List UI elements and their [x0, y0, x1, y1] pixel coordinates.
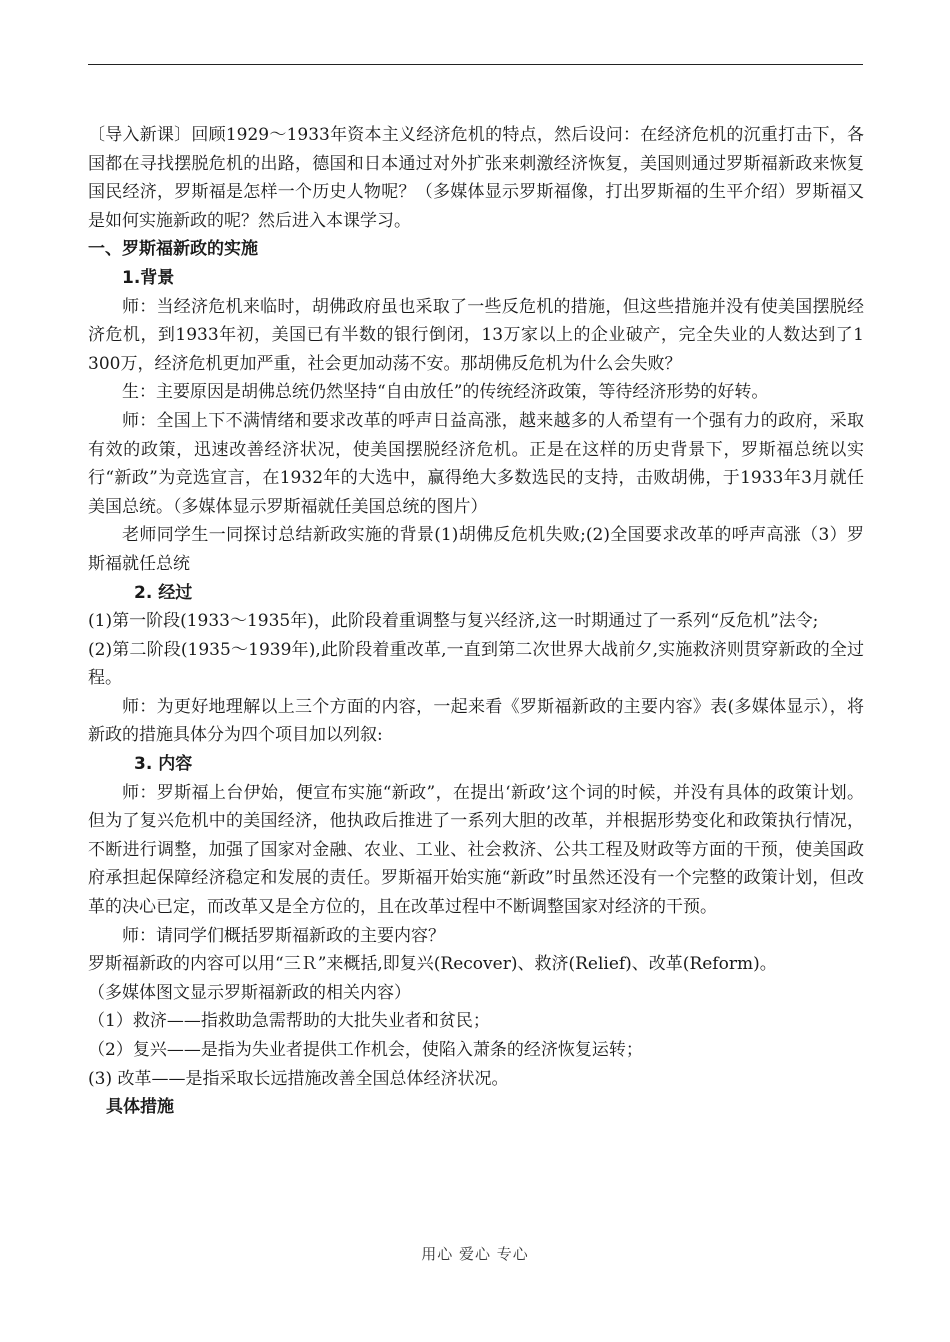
three-r-paragraph: 罗斯福新政的内容可以用“三Ｒ”来概括,即复兴(Recover)、救济(Relief)、改革(Reform)。 [88, 954, 777, 975]
header-rule [88, 64, 863, 65]
teacher-question: 师：请同学们概括罗斯福新政的主要内容？ [122, 925, 445, 946]
document-body [88, 121, 864, 1122]
page-footer: 用心 爱心 专心 [421, 1245, 529, 1263]
subheading-measures: 具体措施 [106, 1097, 174, 1118]
teacher-paragraph: 师：当经济危机来临时，胡佛政府虽也采取了一些反危机的措施，但这些措施并没有使美国摆脱经济危机，到1933年初，美国已有半数的银行倒闭，13万家以上的企业破产，完全失业的人数达到了1 300万，经济危机更加严重，社会更加动荡不安。那胡佛反危机为什么会失败？ [88, 296, 864, 374]
student-paragraph: 生：主要原因是胡佛总统仍然坚持“自由放任”的传统经济政策，等待经济形势的好转。 [122, 382, 769, 403]
list-item-relief: （1）救济——指救助急需帮助的大批失业者和贫民； [88, 1011, 490, 1032]
subheading-content: 3. 内容 [134, 754, 193, 775]
subheading-process: 2. 经过 [134, 582, 193, 603]
teacher-paragraph: 师：罗斯福上台伊始，便宣布实施“新政”，在提出‘新政’这个词的时候，并没有具体的政策计划。但为了复兴危机中的美国经济，他执政后推进了一系列大胆的改革，并根据形势变化和政策执行情况，不断进行调整，加强了国家对金融、农业、工业、社会救济、公共工程及财政等方面的干预，使美国政府承担起保障经济稳定和发展的责任。罗斯福开始实施“新政”时虽然还没有一个完整的政策计划，但改革的决心已定，而改革又是全方位的，且在改革过程中不断调整国家对经济的干预。 [88, 782, 864, 918]
list-item-recover: （2）复兴——是指为失业者提供工作机会，使陷入萧条的经济恢复运转； [88, 1040, 643, 1060]
summary-paragraph: 老师同学生一同探讨总结新政实施的背景(1)胡佛反危机失败;(2)全国要求改革的呼声高涨（3）罗斯福就任总统 [88, 525, 864, 574]
section-heading: 一、罗斯福新政的实施 [88, 239, 258, 260]
subheading-background: 1.背景 [122, 267, 175, 288]
list-item-reform: (3) 改革——是指采取长远措施改善全国总体经济状况。 [88, 1068, 509, 1089]
teacher-paragraph: 师：为更好地理解以上三个方面的内容，一起来看《罗斯福新政的主要内容》表(多媒体显示），将新政的措施具体分为四个项目加以列叙: [88, 696, 864, 746]
intro-paragraph: 〔导入新课〕回顾1929～1933年资本主义经济危机的特点，然后设问：在经济危机的沉重打击下，各国都在寻找摆脱危机的出路，德国和日本通过对外扩张来刺激经济恢复，美国则通过罗斯福新政来恢复国民经济，罗斯福是怎样一个历史人物呢？（多媒体显示罗斯福像，打出罗斯福的生平介绍）罗斯福又是如何实施新政的呢？然后进入本课学习。 [88, 125, 864, 231]
media-note: （多媒体图文显示罗斯福新政的相关内容） [88, 982, 411, 1003]
stage-two-paragraph: (2)第二阶段(1935～1939年),此阶段着重改革,一直到第二次世界大战前夕,实施救济则贯穿新政的全过程。 [88, 639, 864, 689]
teacher-paragraph: 师：全国上下不满情绪和要求改革的呼声日益高涨，越来越多的人希望有一个强有力的政府，采取有效的政策，迅速改善经济状况，使美国摆脱经济危机。正是在这样的历史背景下，罗斯福总统以实行“新政”为竞选宣言，在1932年的大选中，赢得绝大多数选民的支持，击败胡佛，于1933年3月就任美国总统。（多媒体显示罗斯福就任美国总统的图片） [88, 410, 864, 517]
stage-one-paragraph: (1)第一阶段(1933～1935年)，此阶段着重调整与复兴经济,这一时期通过了一系列“反危机”法令; [88, 611, 819, 632]
